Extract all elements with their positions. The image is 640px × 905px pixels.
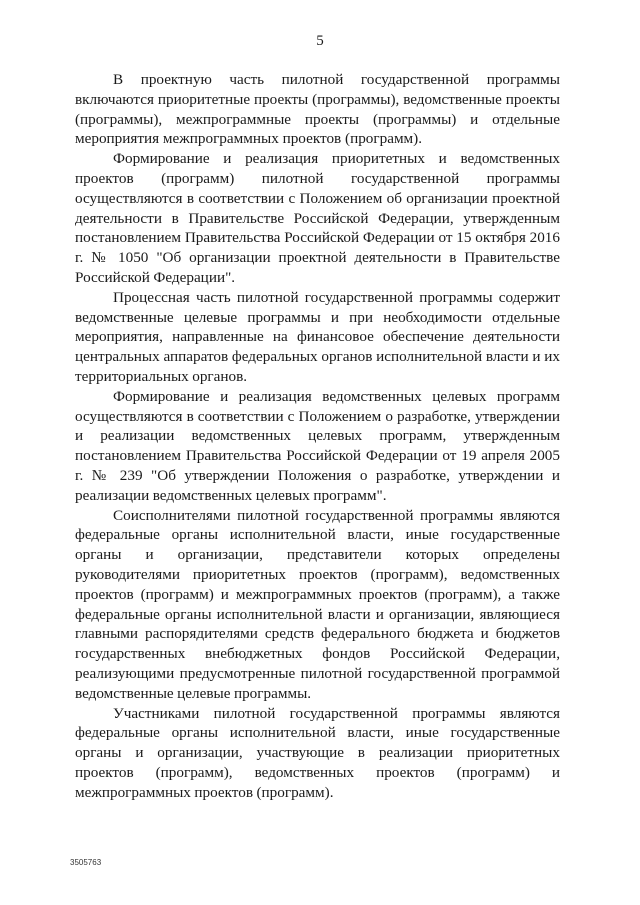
paragraph-project-formation: Формирование и реализация приоритетных и ведомственных проектов (программ) пилотной государственной программы осуществляются в соответствии с Положением об организации проектной деятельности в Правительстве Российской Федерации, утвержденным постановлением Правительства Российской Федерации от 15 октября 2016 г. № 1050 "Об организации проектной деятельности в Правительстве Российской Федерации". bbox=[75, 150, 560, 286]
paragraph-co-executors: Соисполнителями пилотной государственной программы являются федеральные органы исполнительной власти, иные государственные органы и организации, представители которых определены руководителями приоритетных проектов (программ), ведомственных проектов (программ) и межпрограммных проектов (программ), а также федеральные органы исполнительной власти и организации, являющиеся главными распорядителями средств федерального бюджета и бюджетов государственных внебюджетных фондов Российской Федерации, реализующими предусмотренные пилотной государственной программой ведомственные целевые программы. bbox=[75, 506, 560, 702]
paragraph-process-part: Процессная часть пилотной государственной программы содержит ведомственные целевые программы и при необходимости отдельные мероприятия, направленные на финансовое обеспечение деятельности центральных аппаратов федеральных органов исполнительной власти и их территориальных органов. bbox=[75, 288, 560, 385]
document-body bbox=[75, 70, 560, 802]
page-number: 5 bbox=[316, 33, 324, 49]
paragraph-departmental-programs: Формирование и реализация ведомственных целевых программ осуществляются в соответствии с Положением о разработке, утверждении и реализации ведомственных целевых программ, утвержденным постановлением Правительства Российской Федерации от 19 апреля 2005 г. № 239 "Об утверждении Положения о разработке, утверждении и реализации ведомственных целевых программ". bbox=[75, 387, 560, 504]
document-id: 3505763 bbox=[70, 858, 102, 867]
paragraph-project-part: В проектную часть пилотной государственной программы включаются приоритетные проекты (программы), ведомственные проекты (программы), межпрограммные проекты (программы) и отдельные мероприятия межпрограммных проектов (программ). bbox=[75, 71, 560, 148]
paragraph-participants: Участниками пилотной государственной программы являются федеральные органы исполнительной власти, иные государственные органы и организации, участвующие в реализации приоритетных проектов (программ), ведомственных проектов (программ) и межпрограммных проектов (программ). bbox=[75, 704, 560, 801]
